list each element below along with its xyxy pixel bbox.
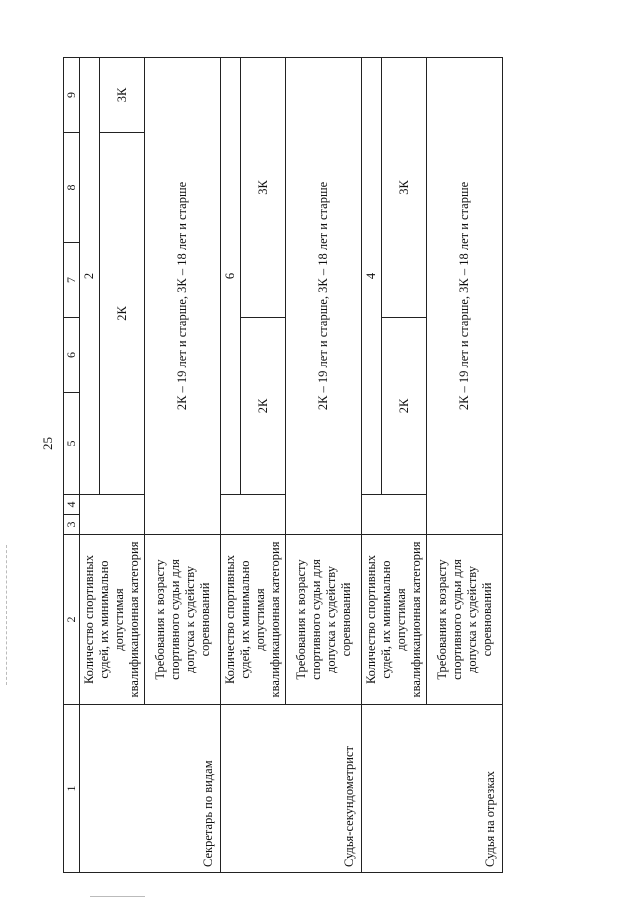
header-col-8: 8: [64, 133, 80, 243]
referee-requirements-table: [63, 57, 503, 873]
count-label-cell: Количество спортивных судей, их минимально допустимая квалификационная категория: [362, 535, 427, 705]
category-cell: 2К: [241, 318, 286, 495]
count-total-cell: 4: [362, 58, 382, 495]
count-label-cell: Количество спортивных судей, их минимально допустимая квалификационная категория: [221, 535, 286, 705]
category-cell: 3К: [241, 58, 286, 318]
header-row: [64, 58, 80, 873]
count-label-cell: Количество спортивных судей, их минимально допустимая квалификационная категория: [80, 535, 145, 705]
page-number: 25: [40, 437, 55, 450]
category-cell: 2К: [382, 318, 427, 495]
age-label-cell: Требования к возрасту спортивного судьи для допуска к судейству соревнований: [427, 535, 503, 705]
header-col-9: 9: [64, 58, 80, 133]
sport-cell: Судья на отрезках: [362, 705, 503, 873]
header-col-1: 1: [64, 705, 80, 873]
rotated-table-wrapper: [63, 58, 497, 873]
age-value-cell: 2К – 19 лет и старше, 3К – 18 лет и старше: [145, 58, 221, 535]
header-col-5: 5: [64, 393, 80, 495]
empty-cell: [221, 495, 286, 535]
header-col-4: 4: [64, 495, 80, 515]
empty-cell: [362, 495, 427, 535]
empty-cell: [80, 495, 145, 535]
table-row: [362, 58, 382, 873]
scan-edge-mark: [6, 545, 8, 685]
sport-cell: Секретарь по видам: [80, 705, 221, 873]
category-cell: 3К: [382, 58, 427, 318]
category-cell: 2К: [100, 133, 145, 495]
age-label-cell: Требования к возрасту спортивного судьи для допуска к судейству соревнований: [286, 535, 362, 705]
header-col-6: 6: [64, 318, 80, 393]
age-value-cell: 2К – 19 лет и старше, 3К – 18 лет и старше: [427, 58, 503, 535]
scan-footer-mark: [90, 896, 145, 898]
header-col-3: 3: [64, 515, 80, 535]
sport-cell: Судья-секундометрист: [221, 705, 362, 873]
table-row: [80, 58, 100, 873]
count-total-cell: 6: [221, 58, 241, 495]
category-cell: 3К: [100, 58, 145, 133]
age-label-cell: Требования к возрасту спортивного судьи для допуска к судейству соревнований: [145, 535, 221, 705]
age-value-cell: 2К – 19 лет и старше, 3К – 18 лет и старше: [286, 58, 362, 535]
header-col-7: 7: [64, 243, 80, 318]
table-row: [221, 58, 241, 873]
count-total-cell: 2: [80, 58, 100, 495]
header-col-2: 2: [64, 535, 80, 705]
